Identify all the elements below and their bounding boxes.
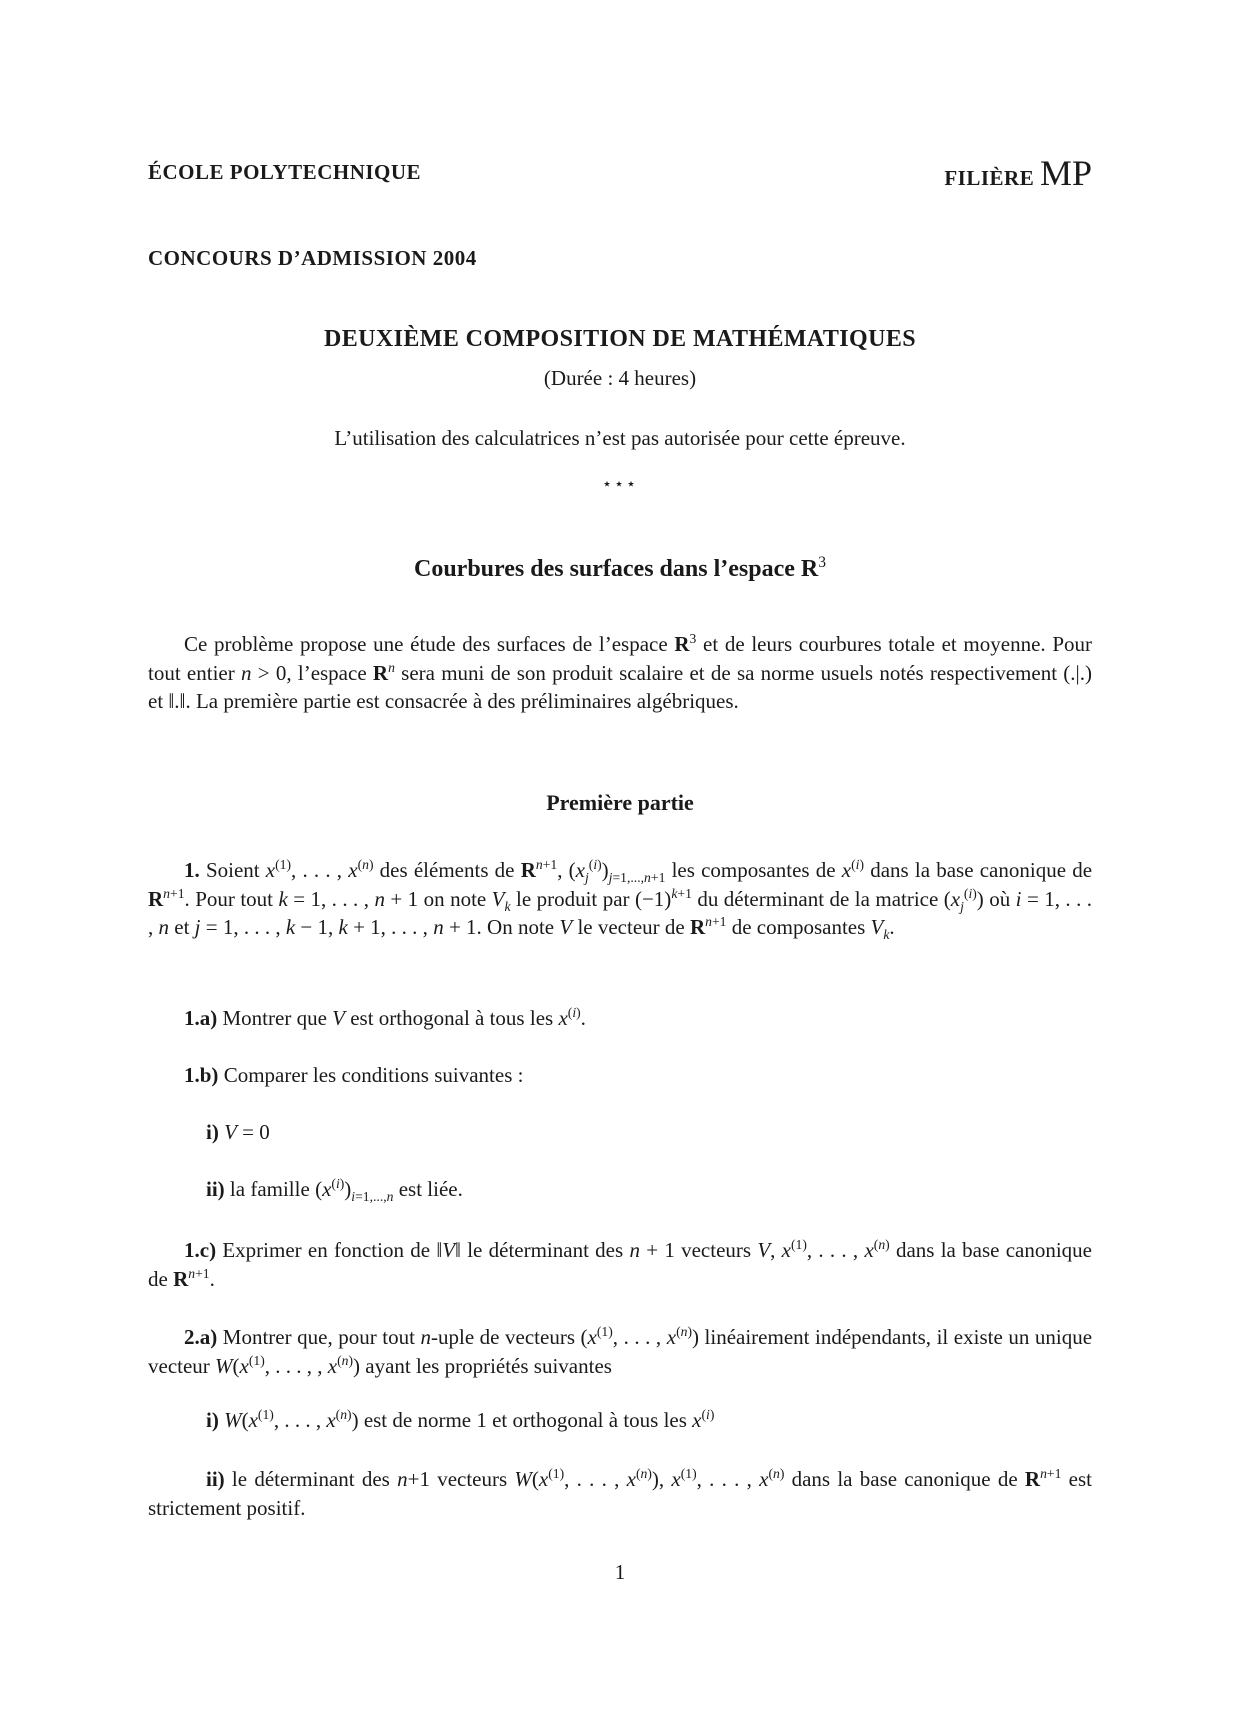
page-number: 1 xyxy=(614,1560,626,1584)
exam-duration: (Durée : 4 heures) xyxy=(543,366,697,390)
concours-title: CONCOURS D’ADMISSION 2004 xyxy=(148,246,477,270)
filiere-label: FILIÈRE xyxy=(944,166,1035,190)
question-1b-ii: ii) la famille $(x^{(i)})_{i=1,...,n}$ est liée. xyxy=(206,1176,463,1205)
question-1a: 1.a) Montrer que V est orthogonal à tous les $x^{(i)}$. xyxy=(184,1005,586,1030)
question-2a: 2.a) Montrer que, pour tout n-uple de vecteurs ($x^{(1)}$, . . . , $x^{(n)}$) linéairement indépendants, il existe un unique vecteur $W(x^{(1)}$, . . . , , $x^{(n)}$) ayant les propriétés suivantes xyxy=(148,1324,1093,1378)
question-2a-ii: ii) le déterminant des n+1 vecteurs $W(x^{(1)}$, . . . , $x^{(n)}$), $x^{(1)}$, . . . , $x^{(n)}$ dans la base canonique de $R^{n+1}$ est strictement positif. xyxy=(148,1466,1093,1520)
exam-title: DEUXIÈME COMPOSITION DE MATHÉMATIQUES xyxy=(324,326,916,352)
calculator-notice: L’utilisation des calculatrices n’est pas autorisée pour cette épreuve. xyxy=(334,426,906,450)
intro-paragraph: Ce problème propose une étude des surfaces de l’espace $R^3$ et de leurs courbures totale et moyenne. Pour tout entier n > 0, l’espace $R^n$ sera muni de son produit scalaire et de sa norme usuels notés respectivement (.|.) et ‖.‖. La première partie est consacrée à des préliminaires algébriques. xyxy=(148,631,1092,713)
question-1: 1. Soient $x^{(1)}$, . . . , $x^{(n)}$ des éléments de $R^{n+1}$, $(x_j^{(i)})_{j=1,...,n+1}$ les composantes de $x^{(i)}$ dans la base canonique de $R^{n+1}$. Pour tout k = 1, . . . , n + 1 on note $V_k$ le produit par $(-1)^{k+1}$ du déterminant de la matrice $(x_j^{(i)})$ où i = 1, . . . , n et j = 1, . . . , k − 1, k + 1, . . . , n + 1. On note V le vecteur de $R^{n+1}$ de composantes $V_k$. xyxy=(148,857,1093,943)
question-1b-i: i) V = 0 xyxy=(206,1120,270,1144)
school-name: ÉCOLE POLYTECHNIQUE xyxy=(148,160,422,184)
filiere-code: MP xyxy=(1039,153,1092,193)
subject-title: Courbures des surfaces dans l’espace $R^3$ xyxy=(413,554,827,582)
question-1c: 1.c) Exprimer en fonction de ‖V‖ le déterminant des n + 1 vecteurs V, $x^{(1)}$, . . . , $x^{(n)}$ dans la base canonique de $R^{n+1}$. xyxy=(148,1237,1093,1291)
separator-stars: ⋆⋆⋆ xyxy=(601,476,639,493)
question-2a-i: i) $W(x^{(1)}$, . . . , $x^{(n)}$) est de norme 1 et orthogonal à tous les $x^{(i)}$ xyxy=(206,1407,715,1432)
part-title: Première partie xyxy=(546,790,694,815)
question-1b: 1.b) Comparer les conditions suivantes : xyxy=(184,1063,524,1087)
filiere xyxy=(944,152,1092,194)
